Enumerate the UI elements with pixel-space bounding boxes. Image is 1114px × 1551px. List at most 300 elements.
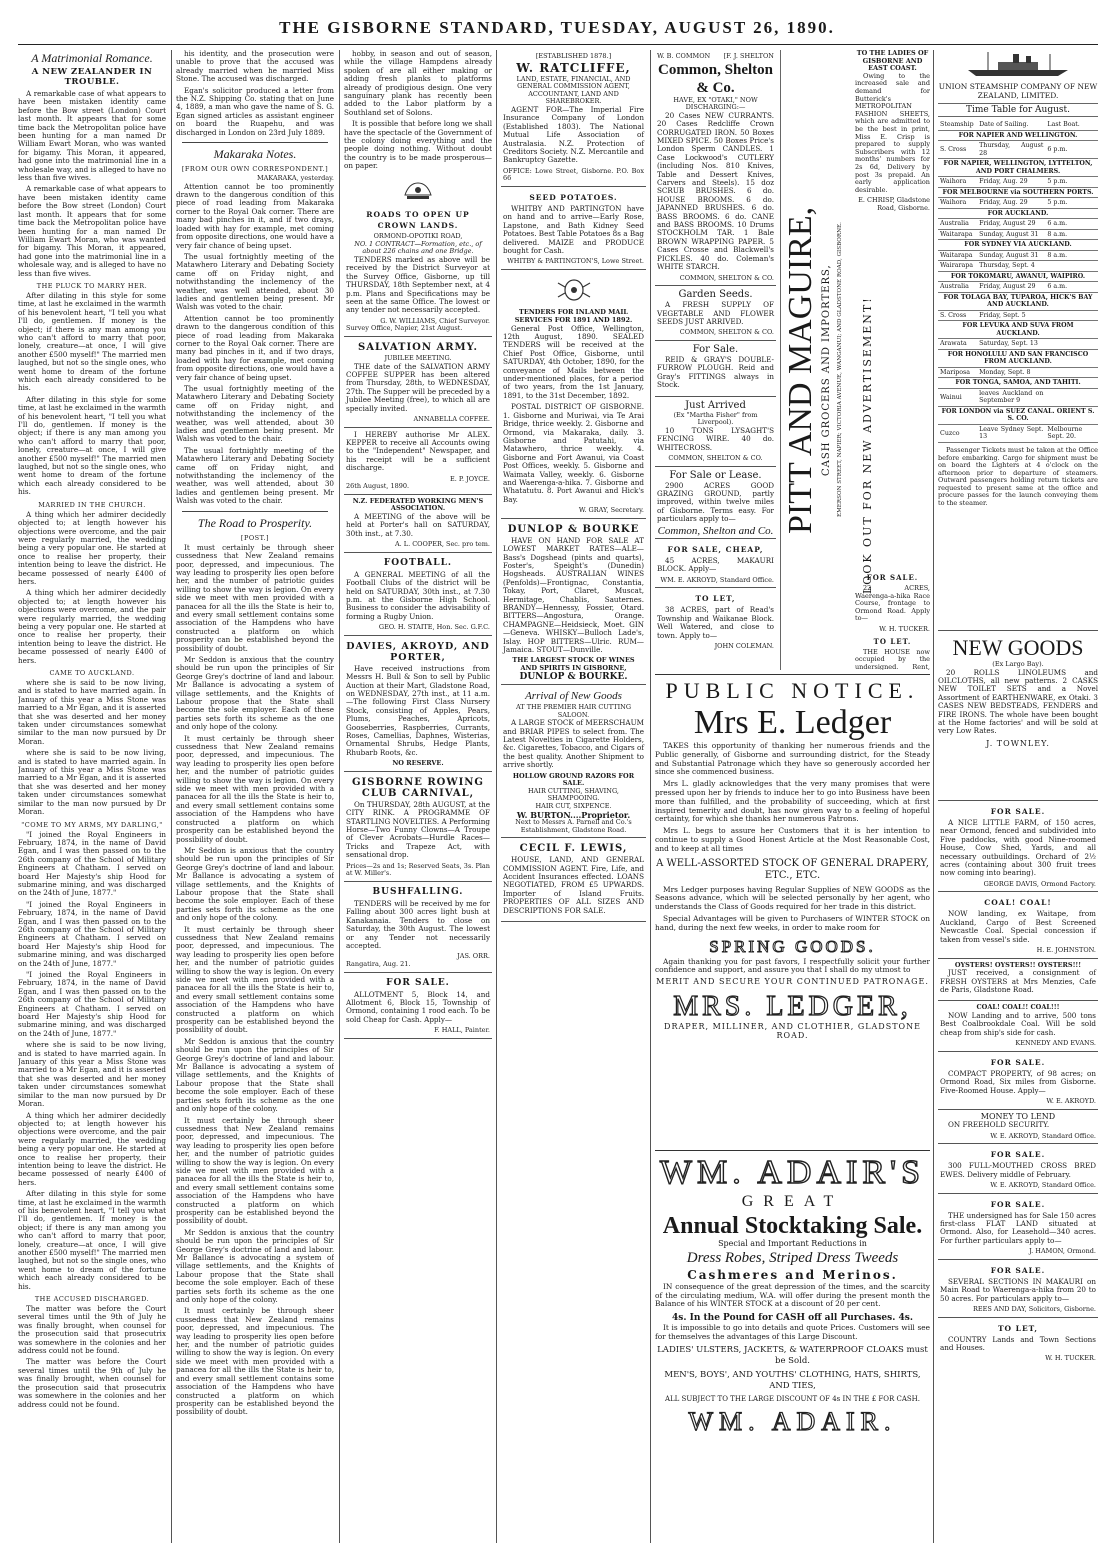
ad-heading: N.Z. FEDERATED WORKING MEN'S ASSOCIATION.	[352, 496, 484, 513]
paragraph: Mr Seddon is anxious that the country should be run upon the principles of Sir George Grey's doctrine of land and labour. Mr Ballance is advocating a system of village settlements, and the Knights of Labour propose that the State shall become the sole employer. Each of these parties sets forth its scheme as the one and only hope of the colony.	[176, 1227, 334, 1305]
timetable-cell: 6 a.m.	[1045, 219, 1098, 230]
ad-date: 26th August, 1890.	[346, 482, 410, 491]
ad-body: TENDERS marked as above will be received by the District Surveyor at the Survey Office, Gisborne, up till THURSDAY, 18th September next, at 4 p.m. Plans and Specifications may be seen at the same Office. The lowest or any tender not necessarily accepted.	[346, 254, 490, 315]
ad-firm-names	[657, 53, 774, 61]
ad-body: COMPACT PROPERTY, of 98 acres; on Ormond Road, Six miles from Gisborne. Five-Roomed House. Apply—	[940, 1068, 1096, 1095]
ad-signature: ANNABELLA COFFEE.	[413, 414, 490, 423]
ad-heading: FOR SALE.	[990, 1150, 1046, 1160]
timetable-cell: Sunday, August 31	[977, 229, 1045, 240]
spring-goods: SPRING GOODS.	[709, 936, 876, 956]
ledger-notice	[655, 678, 930, 1146]
adair-sale-ad	[655, 1154, 930, 1544]
timetable-cell	[1045, 310, 1098, 321]
ad-signature: COMMON, SHELTON & CO.	[679, 273, 774, 282]
ad-address: OFFICE: Lowe Street, Gisborne. P.O. Box 66	[503, 166, 644, 183]
paragraph: The usual fortnightly meeting of the Matawhero Literary and Debating Society came off on Friday night, and notwithstanding the inclemency of the weather, was well attended, about 30 ladies and gentlemen being present. Mr Walsh was voted to the chair.	[176, 445, 334, 506]
timetable-cell: 8 a.m.	[1045, 229, 1098, 240]
masthead-rule	[18, 44, 1098, 45]
timetable-destination-row	[938, 130, 1098, 141]
paragraph: Attention cannot be too prominently drawn to the dangerous condition of this piece of road leading from Makaraka corner to the Royal Oak corner. There are many bad pinches in it, and if two drays, loaded with hay for example, met coming from opposite directions, one would have a very fair chance of being upset.	[176, 313, 334, 382]
ad-body: REID & GRAY'S DOUBLE-FURROW PLOUGH. Reid and Gray's FITTINGS always in Stock.	[657, 354, 774, 390]
ad-heading: ROADS TO OPEN UP CROWN LANDS.	[366, 210, 470, 231]
paragraph: The usual fortnightly meeting of the Matawhero Literary and Debating Society came off on Friday night, and notwithstanding the inclemency of the weather, was well attended, about 30 ladies and gentlemen being present. Mr Walsh was voted to the chair.	[176, 251, 334, 312]
ad-sale-cheap	[655, 539, 776, 588]
pitt-maguire-title: PITT AND MAGUIRE,	[782, 206, 819, 534]
ad-signature: E. CHRISP, Gladstone Road, Gisborne.	[858, 196, 930, 212]
timetable-destination: FOR MELBOURNE via SOUTHERN PORTS.	[938, 187, 1098, 198]
timetable-cell: Friday, August 29	[977, 219, 1045, 230]
ad-dunlop-bourke	[501, 519, 646, 685]
ad-lines: HAIR CUTTING, SHAVING, SHAMPOOING.	[528, 786, 619, 803]
ad-signature: J. TOWNLEY.	[986, 738, 1050, 748]
timetable-cell: leaves Auckland on September 9	[979, 389, 1044, 405]
ad-to-let	[655, 588, 776, 653]
ad-body: THE undersigned has for Sale 150 acres first-class FLAT LAND situated at Ormond. Also, for Leasehold—340 acres. For further particulars apply to—	[940, 1210, 1096, 1245]
timetable-destination-row	[938, 208, 1098, 219]
ad-signature: JAS. ORR.	[457, 952, 490, 961]
timetable-destination: FOR SYDNEY VIA AUCKLAND.	[938, 240, 1098, 251]
ad-money-to-lend	[938, 1110, 1098, 1144]
ad-body: TENDERS will be received by me for Falling about 300 acres light bush at Kanakanaia. Tenders to close on Saturday, the 30th August. The lowest or any Tender not necessarily accepted.	[346, 898, 490, 950]
adair-ladies: LADIES' ULSTERS, JACKETS, & WATERPROOF CLOAKS must be Sold.	[657, 1344, 928, 1366]
column-5	[655, 50, 776, 715]
ad-body: HAVE ON HAND FOR SALE AT LOWEST MARKET RATES—ALE—Bass's Dogshead (pints and quarts), Foster's, Speight's (Dunedin) Hogsheads. AUSTRALIAN WINES (Penfolds)—Frontignac, Constantia, Tokay, Port, Claret, Muscat, Hermitage, Chablis, Sauternes. BRANDY—Hennessy, Fossier, Otard. BITTERS—Angostura, Orange. CHAMPAGNE—Heidsieck, Moet. GIN—Geneva. WHISKY—Bulloch Lade's, Islay. HOP BITTERS—Ulric. RUM—Jamaica. STOUT—Dunville.	[503, 535, 644, 655]
timetable-cell: Friday, August 29	[977, 282, 1045, 293]
timetable-destination-row	[938, 321, 1098, 339]
paragraph: where she is said to be now living, and is stated to have married again. In January of this year a Miss Stone was married to a Mr Egan, and it is asserted that she was deserted and her money taken under circumstances somewhat similar to the man now pursued by Dr Moran.	[18, 678, 166, 746]
timetable-cell: Thursday, August 28	[979, 142, 1044, 157]
ad-signature: W. H. TUCKER.	[1045, 1354, 1096, 1363]
ad-address: Next to Messrs A. Parnell and Co.'s Establishment, Gladstone Road.	[515, 818, 632, 834]
ad-heading: TO LET,	[997, 1323, 1039, 1333]
adair-title: Annual Stocktaking Sale.	[662, 1213, 923, 1239]
paragraph: A remarkable case of what appears to have been mistaken identity came before the Bow street (London) Court last month. It appears that for some time back the Metropolitan police have been hunting for a man named Dr William Ewart Moran, who was wanted for bigamy. This Moran, it appeared, had gone into the matrimonial line in a wholesale way, and is alleged to have no less than five wives.	[18, 89, 166, 183]
ad-hair-saloon	[501, 685, 646, 838]
column-4	[501, 50, 646, 1540]
timetable-cell: Waitarapa	[938, 250, 977, 261]
paragraph: It must certainly be through sheer cussedness that New Zealand remains poor, depressed, and impecunious. The way leading to prosperity lies open before her, and the number of patriotic guides willing to show the way is legion. On every side we meet with men provided with a panacea for all the ills the State is heir to, and every small settlement contains some association of the Hampdens who have constructed a platform on which prosperity can be established beyond the possibility of doubt.	[176, 1306, 334, 1417]
timetable-note: Passenger Tickets must be taken at the Office before embarking. Cargo for shipment must be on board the Lighters at 4 o'clock on the afternoon prior to departure of steamers. Outward passengers holding return tickets are requested to present same at the office and procure passes for the launch conveying them to the steamer.	[938, 445, 1098, 508]
timetable-cell: Waitarapa	[938, 229, 977, 240]
paragraph: Special Advantages will be given to Purchasers of WINTER STOCK on hand, during the next few weeks, in order to make room for	[655, 913, 930, 932]
ad-ratcliffe	[501, 50, 646, 187]
ad-heading: SEED POTATOES.	[529, 193, 618, 202]
timetable-destination-row	[938, 406, 1098, 424]
timetable-cell: Sunday, August 31	[977, 250, 1045, 261]
ad-common-shelton	[655, 50, 776, 286]
timetable-row	[938, 229, 1098, 240]
ad-established: [ESTABLISHED 1878.]	[535, 52, 612, 60]
timetable-header: Last Boat.	[1045, 120, 1098, 130]
ad-makauri-sections	[938, 1260, 1098, 1318]
timetable-cell: Waihora	[938, 177, 977, 188]
ledger-footer-sub: DRAPER, MILLINER, AND CLOTHIER, GLADSTONE ROAD.	[664, 1021, 921, 1040]
paragraph: Mr Seddon is anxious that the country should be run upon the principles of Sir George Grey's doctrine of land and labour. Mr Ballance is advocating a system of village settlements, and the Knights of Labour propose that the State shall become the sole employer. Each of these parties sets forth its scheme as the one and only hope of the colony.	[176, 654, 334, 732]
timetable-destination: FOR TOLAGA BAY, TUPAROA, HICK'S BAY AND AUCKLAND.	[938, 292, 1098, 310]
ad-body: On THURSDAY, 28th AUGUST, at the CITY RINK. A PROGRAMME OF STARTLING NOVELTIES. A Performing Horse—Two Funny Clowns—A Troupe of Clever Acrobats—Hurdle Races—Tricks and Trapeze Act, with sensational drop.	[346, 799, 490, 860]
ad-body: ALLOTMENT 5, Block 14, and Allotment 6, Block 15, Township of Ormond, containing 1 rood each. To be sold Cheap for Cash. Apply—	[346, 989, 490, 1024]
paragraph: IN consequence of the great depression of the times, and the scarcity of the circulating medium, W.A. will offer during the present month the Balance of his WINTER STOCK at a discount of 20 per cent.	[655, 1281, 930, 1309]
ad-subheading: LAND, ESTATE, FINANCIAL, AND GENERAL COMMISSION AGENT,	[516, 74, 631, 91]
timetable-destination: FOR TONGA, SAMOA, AND TAHITI.	[938, 378, 1098, 389]
paragraph: where she is said to be now living, and is stated to have married again. In January of this year a Miss Stone was married to a Mr Egan, and it is asserted that she was deserted and her money taken under circumstances somewhat similar to the man now pursued by Dr Moran.	[18, 1040, 166, 1109]
ad-date: Survey Office, Napier, 21st August.	[346, 324, 463, 333]
column-6-bottom	[855, 570, 930, 670]
ad-for-sale	[344, 973, 492, 1039]
column-6	[855, 50, 930, 250]
ad-signature: KENNEDY AND EVANS.	[1015, 1039, 1096, 1048]
ad-heading: BUSHFALLING.	[372, 886, 464, 897]
ad-signature: A. L. COOPER, Sec. pro tem.	[394, 540, 490, 549]
ad-body: I HEREBY authorise Mr ALEX. KEPPER to receive all Accounts owing to the "Independent" Newspaper, and his receipt will be a sufficient discharge.	[346, 429, 490, 473]
ad-body: NOW landing, ex Waitape, from Auckland, Cargo of Best Screened Newcastle Coal. Special concession if taken from vessel's side.	[940, 909, 1096, 944]
ad-body: JUST received, a consignment of FRESH OYSTERS at Mrs Menzies, Cafe de Paris, Gladstone Road.	[940, 968, 1096, 995]
ad-subheading: (Ex Largo Bay).	[992, 660, 1044, 668]
ad-signature: WHITBY & PARTINGTON'S, Lowe Street.	[507, 257, 644, 266]
timetable-destination-row	[938, 378, 1098, 389]
dateline: MAKARAKA, yesterday.	[257, 174, 334, 183]
ad-signature: W. H. TUCKER.	[879, 624, 930, 633]
timetable-cell	[1045, 339, 1098, 350]
paragraph: Again thanking you for past favors, I respectfully solicit your further confidence and support, and assure you that I shall do my utmost to	[655, 956, 930, 975]
ad-subheading: HAVE, EX "OTAKI," NOW DISCHARGING:—	[673, 95, 758, 112]
masthead	[0, 0, 1114, 50]
timetable-cell: Wairarapa	[938, 261, 977, 272]
paragraph: his identity, and the prosecution were unable to prove that the accused was already married when he married Miss Stone. The accused was discharged.	[176, 50, 334, 84]
byline: [FROM OUR OWN CORRESPONDENT.]	[181, 165, 329, 174]
paragraph: TAKES this opportunity of thanking her numerous friends and the Public generally, of Gisborne and surrounding district, for the Steady and Substantial Patronage which they have so generously accorded her since she commenced business.	[655, 741, 930, 777]
ad-signature: REES AND DAY, Solicitors, Gisborne.	[972, 1304, 1096, 1313]
byline: [POST.]	[240, 533, 270, 542]
ad-subheading: NO. 1 CONTRACT—Formation, etc., of about 226 chains and one Bridge.	[354, 239, 482, 256]
ad-body: General Post Office, Wellington, 12th August, 1890. SEALED TENDERS will be received at the Chief Post Office, Gisborne, until SATURDAY, 4th October, 1890, for the conveyance of Mails between the under-mentioned places, for a period of two years, from the 1st January, 1891, to the 31st December, 1892.	[503, 323, 644, 400]
section-heading: "COME TO MY ARMS, MY DARLING,"	[21, 820, 163, 829]
paragraph: hobby, in season and out of season, while the village Hampdens already spoken of are all either making or adding fresh planks to platforms already of prodigious design. One very sanguinary plank has recently been added to the Labor platform by a Southland set of Solons.	[344, 50, 492, 117]
notice-name: Mrs E. Ledger	[693, 704, 892, 741]
paragraph: where she is said to be now living, and is stated to have married again. In January of this year a Miss Stone was married to a Mr Egan, and it is asserted that she was deserted and her money taken under circumstances somewhat similar to the man now pursued by Dr Moran.	[18, 748, 166, 817]
ad-heading: FOR SALE.	[866, 573, 919, 582]
ad-heading: For Sale or Lease.	[669, 469, 762, 481]
adair-men: MEN'S, BOYS', AND YOUTHS' CLOTHING, HATS, SHIRTS, AND TIES,	[664, 1369, 921, 1391]
timetable-destination-row	[938, 292, 1098, 310]
ad-flat-land	[938, 1194, 1098, 1260]
ad-body: NOW Landing and to arrive, 500 tons Best Coalbrookdale Coal. Will be sold cheap from ship's side for cash.	[940, 1011, 1096, 1037]
ad-ewes	[938, 1144, 1098, 1193]
timetable-row	[938, 261, 1098, 272]
ad-roads	[344, 174, 492, 337]
timetable-cell: Waihora	[938, 198, 977, 209]
notice-highlight: A WELL-ASSORTED STOCK OF GENERAL DRAPERY, ETC., ETC.	[656, 857, 929, 881]
timetable-cell: Melbourne Sept. 20.	[1045, 424, 1098, 442]
ad-tail: THE LARGEST STOCK OF WINES AND SPIRITS IN GISBORNE,	[512, 656, 635, 673]
timetable-cell: 6 a.m.	[1045, 282, 1098, 293]
ad-compact-property	[938, 1052, 1098, 1110]
ad-body: 2900 ACRES GOOD GRAZING GROUND, partly improved, within twelve miles of Gisborne. Terms easy. For particulars apply to—	[657, 480, 774, 524]
ad-heading: FOR SALE.	[990, 807, 1046, 816]
ad-heading: W. RATCLIFFE,	[516, 60, 631, 75]
timetable-row	[938, 388, 1098, 406]
paragraph: After dilating in this style for some time, at last he exclaimed in the warmth of his benevolent heart, "I tell you what I'll do, gentlemen. If money is the object; if there is any man among you who can't afford to marry that poor, lonely, creature—at once, I will give another £500 myself!" The married men laughed, but not so the single ones, who went home to dream of the fortune which each already considered to be his.	[18, 1189, 166, 1291]
ad-heading: TENDERS FOR INLAND MAIL SERVICES FOR 1891 AND 1892.	[514, 308, 633, 325]
paragraph: It must certainly be through sheer cussedness that New Zealand remains poor, depressed, and impecunious. The way leading to prosperity lies open before her, and the number of patriotic guides willing to show the way is legion. On every side we meet with men provided with a panacea for all the ills the State is heir to, and every small settlement contains some association of the Hampdens who have constructed a platform on which prosperity can be established beyond the possibility of doubt.	[176, 924, 334, 1035]
ad-signature: F. HALL, Painter.	[434, 1026, 490, 1035]
adair-heading: WM. ADAIR'S	[659, 1154, 926, 1191]
ad-heading: DUNLOP & BOURKE	[507, 523, 640, 535]
ad-heading: TO LET.	[873, 636, 912, 646]
paragraph: Attention cannot be too prominently drawn to the dangerous condition of this piece of road leading from Makaraka corner to the Royal Oak corner. There are many bad pinches in it, and if two drays, loaded with hay for example, met coming from opposite directions, one would have a very fair chance of being upset.	[176, 181, 334, 250]
timetable-destination-row	[938, 349, 1098, 367]
ad-heading: CECIL F. LEWIS,	[519, 843, 628, 855]
paragraph: A thing which her admirer decidedly objected to; at length however his objections were overcome, and the pair were regularly married, the wedding being a very popular one. He started at once to realise her property, their intention being to leave the district. He became possessed of nearly £400 of hers.	[18, 588, 166, 665]
timetable-cell: Wainui	[938, 388, 977, 406]
ad-body: 22 ACRES, Waerenga-a-hika Race Course, frontage to Ormond Road. Apply to—	[855, 584, 930, 623]
ad-coal	[938, 892, 1098, 958]
column-rule	[496, 50, 497, 1543]
timetable-destination-row	[938, 187, 1098, 198]
ad-body: A FRESH SUPPLY OF VEGETABLE AND FLOWER SEEDS JUST ARRIVED.	[657, 300, 774, 326]
paragraph: "I joined the Royal Engineers in February, 1874, in the name of David Egan, and I was then passed on to the 26th company of the School of Military Engineers at Chatham. I served on board Her Majesty's ship Hood for submarine mining, and was discharged on the 24th of June, 1877."	[18, 829, 166, 898]
divider	[655, 674, 930, 675]
paragraph: Mrs L. begs to assure her Customers that it is her intention to continue to supply a Good Honest Article at the Most Reasonable Cost, and to keep at all times	[655, 826, 930, 853]
ad-heading: Common, Shelton & Co.	[657, 61, 773, 96]
timetable-header: Date of Sailing.	[977, 120, 1045, 130]
ad-signature: W. E. AKROYD, Standard Office.	[990, 1180, 1096, 1189]
ad-body: Have received instructions from Messrs H. Bull & Son to sell by Public Auction at their Mart, Gladstone Road, on WEDNESDAY, 27th inst., at 11 a.m.—The following First Class Nursery Stock, consisting of Apples, Pears, Plums, Peaches, Apricots, Gooseberries, Raspberries, Currants, Roses, Camellias, Daphnes, Wisterias, Ornamental Shrubs, Hedge Plants, Rhubarb Roots, &c.	[346, 663, 490, 757]
timetable-cell: 6 p.m.	[1045, 141, 1098, 159]
ad-heading: GISBORNE ROWING CLUB CARNIVAL,	[352, 776, 484, 799]
ad-subheading: ACCOUNTANT, LAND AND SHAREBROKER.	[528, 89, 619, 106]
timetable-cell: Friday, Sept. 5	[977, 310, 1045, 321]
ad-salvation-army	[344, 337, 492, 428]
ad-heading: FOR SALE.	[990, 1199, 1046, 1209]
paragraph: It is possible that before long we shall have the spectacle of the Government of the colony doing everything and the people doing nothing. Without doubt the country is to be made prosperous—on paper.	[344, 119, 492, 171]
ad-body: SEVERAL SECTIONS IN MAKAURI on Main Road to Waerenga-a-hika from 20 to 50 acres. For particulars apply to—	[940, 1276, 1096, 1303]
ad-signature: WM. E. AKROYD, Standard Office.	[660, 575, 774, 584]
ad-working-men	[344, 495, 492, 553]
ad-prices: Prices—2s and 1s; Reserved Seats, 3s. Plan at W. Miller's.	[346, 861, 490, 878]
timetable-row	[938, 198, 1098, 209]
ad-subheading: JUBILEE MEETING.	[384, 353, 452, 362]
ad-date: Rangatira, Aug. 21.	[346, 959, 411, 968]
paragraph: It must certainly be through sheer cussedness that New Zealand remains poor, depressed, and impecunious. The way leading to prosperity lies open before her, and the number of patriotic guides willing to show the way is legion. On every side we meet with men provided with a panacea for all the ills the State is heir to, and every small settlement contains some association of the Hampdens who have constructed a platform on which prosperity can be established beyond the possibility of doubt.	[176, 733, 334, 844]
ad-body: THE date of the SALVATION ARMY COFFEE SUPPER has been altered from Thursday, 28th, to WEDNESDAY, 27th. The Supper will be preceded by a Jubilee Meeting (free), to which all are specially invited.	[346, 361, 490, 413]
timetable-cell: Thursday, Sept. 4	[977, 261, 1045, 272]
timetable-row	[938, 250, 1098, 261]
ad-sale-or-lease	[655, 467, 776, 539]
paragraph: Mrs Ledger purposes having Regular Supplies of NEW GOODS as the Seasons advance, which will be selected personally by her agent, who understands the Class of Goods required for her trade in this district.	[655, 884, 930, 912]
timetable-destination-row	[938, 159, 1098, 177]
crest-icon	[346, 181, 490, 205]
timetable-destination: FOR LONDON via SUEZ CANAL. ORIENT S. S. CO.	[938, 406, 1098, 424]
article-title: A Matrimonial Romance.	[31, 51, 153, 65]
timetable-cell: Mariposa	[938, 367, 977, 378]
ad-heading: COAL! COAL!! COAL!!!	[976, 1003, 1060, 1012]
paragraph: A thing which her admirer decidedly objected to; at length however his objections were overcome, and the pair were regularly married, the wedding being a very popular one. He started at once to realise her property, their intention being to leave the district. He became possessed of nearly £400 of hers.	[18, 1110, 166, 1187]
paragraph: A remarkable case of what appears to have been mistaken identity came before the Bow street (London) Court last month. It appears that for some time back the Metropolitan police have been hunting for a man named Dr William Ewart Moran, who was wanted for bigamy. This Moran, it appeared, had gone into the matrimonial line in a wholesale way, and is alleged to have no less than five wives.	[18, 184, 166, 278]
ad-subheading: AT THE PREMIER HAIR CUTTING SALOON.	[515, 703, 632, 719]
ad-heading: FOR SALE.	[386, 977, 450, 988]
ad-subheading: (Ex "Martha Fisher" from Liverpool).	[673, 410, 758, 427]
ad-heading: FOR SALE.	[990, 1265, 1046, 1275]
adair-subheading: Special and Important Reductions in	[718, 1239, 867, 1248]
ad-signature: W. E. AKROYD.	[1046, 1097, 1096, 1106]
ad-heading: NEW GOODS	[952, 635, 1084, 660]
ad-signature: G. W. WILLIAMS, Chief Surveyor.	[380, 316, 490, 325]
column-1	[18, 50, 166, 1540]
ad-heading: DAVIES, AKROYD, AND PORTER,	[346, 640, 490, 663]
divider	[182, 142, 328, 143]
ad-heading: Just Arrived	[685, 399, 746, 411]
timetable-row	[938, 367, 1098, 378]
ad-lines: HAIR CUT, SIXPENCE.	[535, 802, 612, 811]
timetable-cell: 5 p.m.	[1045, 198, 1098, 209]
ad-heading: For Sale.	[692, 343, 739, 355]
new-goods-ad	[938, 630, 1098, 796]
section-heading: THE ACCUSED DISCHARGED.	[34, 1295, 150, 1304]
ad-heading: FOR SALE.	[990, 1057, 1046, 1067]
ad-farm-sale	[938, 801, 1098, 892]
ad-heading: MONEY TO LEND	[980, 1111, 1056, 1121]
timetable-row	[938, 141, 1098, 159]
ad-signature: H. E. JOHNSTON.	[1036, 946, 1096, 955]
ad-body: AGENT FOR—The Imperial Fire Insurance Company of London (Established 1803). The National Mutual Life Association of Australasia. N.Z. Protection of Creditors Society. N.Z. Mercantile and Bankruptcy Gazette.	[503, 104, 644, 165]
timetable-cell: 8 a.m.	[1045, 250, 1098, 261]
timetable-cell: 5 p.m.	[1045, 177, 1098, 188]
timetable-destination: FOR NAPIER AND WELLINGTON.	[938, 130, 1098, 141]
ad-signature: W. GRAY, Secretary.	[578, 506, 644, 515]
ad-garden-seeds	[655, 286, 776, 341]
paragraph: Mrs L. gladly acknowledges that the very many promises that were pressed upon her by friends to induce her to go into Business have been more than fulfilled, and the probability of succeeding, which at first inspired temerity and doubt, has now given way to a feeling of hopeful certainty, for which she thanks her numerous Patrons.	[655, 779, 930, 824]
paragraph: Mr Seddon is anxious that the country should be run upon the principles of Sir George Grey's doctrine of land and labour. Mr Ballance is advocating a system of village settlements, and the Knights of Labour propose that the State shall become the sole employer. Each of these parties sets forth its scheme as the one and only hope of the colony.	[176, 845, 334, 923]
ad-signature: W. E. AKROYD, Standard Office.	[990, 1131, 1096, 1140]
ad-tail: NO RESERVE.	[392, 759, 444, 768]
divider	[182, 511, 328, 512]
timetable-destination: FOR HONOLULU AND SAN FRANCISCO FROM AUCKLAND.	[938, 349, 1098, 367]
adair-all: ALL SUBJECT TO THE LARGE DISCOUNT OF 4s IN THE £ FOR CASH.	[664, 1394, 921, 1403]
timetable-cell: S. Cross	[938, 141, 977, 159]
ad-signature: GEORGE DAVIS, Ormond Factory.	[983, 879, 1096, 888]
ad-heading: TO LET,	[695, 594, 736, 604]
timetable-header-row	[938, 120, 1098, 130]
ad-signature: E. P. JOYCE.	[450, 474, 490, 483]
ad-heading: SALVATION ARMY.	[358, 341, 478, 353]
ad-cecil-lewis	[501, 838, 646, 922]
timetable-cell: Monday, Sept. 8	[977, 367, 1045, 378]
ad-heading: FOOTBALL.	[383, 557, 453, 568]
ad-body: 45 ACRES, MAKAURI BLOCK. Apply—	[657, 555, 774, 574]
section-heading: MARRIED IN THE CHURCH.	[38, 500, 146, 509]
ad-signature: Common, Shelton and Co.	[657, 524, 774, 537]
ad-tail: HOLLOW GROUND RAZORS FOR SALE.	[512, 771, 635, 788]
timetable-destination-row	[938, 240, 1098, 251]
crest-icon	[503, 277, 644, 305]
adair-goods-2: Cashmeres and Merinos.	[687, 1267, 898, 1282]
timetable-cell: Friday, Aug. 29	[977, 177, 1045, 188]
column-rule	[339, 50, 340, 1543]
ad-body: A LARGE STOCK of MEERSCHAUM and BRIAR PIPES to select from. The Latest Novelties in Cigarette Holders, &c. Cigarettes, Tobacco, and Cigars of the best quality. Another Shipment to arrive shortly.	[503, 718, 644, 770]
firm-left: W. B. COMMON	[657, 52, 711, 60]
ad-heading: TO THE LADIES OF GISBORNE AND EAST COAST.	[856, 50, 929, 73]
ad-signature: DUNLOP & BOURKE.	[519, 671, 628, 682]
adair-goods: Dress Robes, Striped Dress Tweeds	[686, 1249, 899, 1266]
paragraph: It must certainly be through sheer cussedness that New Zealand remains poor, depressed, and impecunious. The way leading to prosperity lies open before her, and the number of patriotic guides willing to show the way is legion. On every side we meet with men provided with a panacea for all the ills the State is heir to, and every small settlement contains some association of the Hampdens who have constructed a platform on which prosperity can be established beyond the possibility of doubt.	[176, 542, 334, 653]
company-name: UNION STEAMSHIP COMPANY OF NEW ZEALAND, LIMITED.	[938, 82, 1098, 101]
adair-signature: WM. ADAIR.	[688, 1406, 897, 1436]
timetable-cell	[1045, 261, 1098, 272]
paragraph: The matter was before the Court several times until the 9th of July he was finally brought, when counsel for the prosecution said that prosecutrix was somewhere in the colonies and her address could not be found.	[18, 1304, 166, 1356]
ad-heading: COAL! COAL!	[984, 898, 1052, 908]
ad-plough	[655, 341, 776, 397]
paragraph: The matter was before the Court several times until the 9th of July he was finally brought, when counsel for the prosecution said that prosecutrix was somewhere in the colonies and her address could not be found.	[18, 1357, 166, 1409]
timetable-row	[938, 219, 1098, 230]
ad-signature: COMMON, SHELTON & CO.	[679, 328, 774, 337]
ad-signature: COMMON, SHELTON & CO.	[668, 453, 763, 462]
column-rule	[650, 50, 651, 1543]
paragraph: "I joined the Royal Engineers in February, 1874, in the name of David Egan, and I was then passed on to the 26th company of the School of Military Engineers at Chatham. I served on board Her Majesty's ship Hood for submarine mining, and was discharged on the 24th of June, 1877."	[18, 970, 166, 1038]
ad-body: A MEETING of the above will be held at Porter's hall on SATURDAY, 30th inst., at 7.30.	[346, 511, 490, 538]
timetable-cell: Leave Sydney Sept. 13	[979, 425, 1044, 441]
timetable-destination: FOR LEVUKA AND SUVA FROM AUCKLAND.	[938, 321, 1098, 339]
article-title: Makaraka Notes.	[213, 147, 297, 162]
union-steamship-ad	[938, 50, 1098, 630]
paragraph: Egan's solicitor produced a letter from the N.Z. Shipping Co. stating that on June 4, 1889, a man who gave the name of S. G. Egan signed articles as assistant engineer on board the Ruapehu, and was discharged in London on 23rd July 1889.	[176, 85, 334, 137]
ad-body: A GENERAL MEETING of all the Football Clubs of the district will be held on SATURDAY, 30th inst., at 7.30 p.m. at the Gisborne High School. Business to consider the advisability of forming a Rugby Union.	[346, 569, 490, 621]
paragraph: After dilating in this style for some time, at last he exclaimed in the warmth of his benevolent heart, "I tell you what I'll do, gentlemen. If money is the object; if there is any man among you who can't afford to marry that poor, lonely, creature—at once, I will give another £500 myself!" The married men laughed, but not so the single ones, who went home to dream of the fortune which each already considered to be his.	[18, 394, 166, 497]
timetable-title: Time Table for August.	[938, 103, 1098, 117]
column-rule	[171, 50, 172, 1543]
ad-oysters	[938, 959, 1098, 1002]
paragraph: It is impossible to go into details and quote Prices. Customers will see for themselves the advantages of this Large Discount.	[655, 1323, 930, 1341]
ad-just-arrived	[655, 397, 776, 467]
timetable-cell: Saturday, Sept. 13	[977, 339, 1045, 350]
ad-heading: FOR SALE, CHEAP,	[667, 544, 764, 554]
notice-highlight: MERIT AND SECURE YOUR CONTINUED PATRONAGE.	[656, 977, 929, 987]
pitt-maguire-address: EMERSON STREET, NAPIER; VICTORIA AVENUE, WANGANUI; AND GLADSTONE ROAD, GISBORNE.	[837, 222, 843, 518]
timetable-cell: Australia	[938, 282, 977, 293]
paragraph: "I joined the Royal Engineers in February, 1874, in the name of David Egan, and I was then passed on to the 26th company of the School of Military Engineers at Chatham. I served on board Her Majesty's ship Hood for submarine mining, and was discharged on the 24th of June, 1877."	[18, 899, 166, 968]
ad-auction	[344, 636, 492, 772]
pitt-maguire-banner	[780, 50, 851, 670]
timetable-cell: Cuzco	[938, 424, 977, 442]
ad-heading: Garden Seeds.	[678, 289, 753, 301]
ad-heading: Arrival of New Goods	[525, 690, 622, 703]
article-subtitle: A NEW ZEALANDER IN TROUBLE.	[31, 67, 153, 87]
timetable-cell: Arawata	[938, 339, 977, 350]
ad-coal-2	[938, 1001, 1098, 1051]
adair-discount: 4s. In the Pound for CASH off all Purchases. 4s.	[672, 1313, 913, 1324]
column-3	[344, 50, 492, 1540]
ad-body: COUNTRY Lands and Town Sections and Houses.	[940, 1334, 1096, 1352]
section-heading: CAME TO AUCKLAND.	[49, 669, 135, 677]
ad-bushfalling	[344, 882, 492, 973]
timetable-row	[938, 339, 1098, 350]
ad-mail-tenders	[501, 270, 646, 519]
timetable-row	[938, 424, 1098, 442]
ad-body: WHITBY AND PARTINGTON have on hand and to arrive—Early Rose, Lapstone, and Bath Kidney Seed Potatoes. Best Table Potatoes 8s a Bag delivered. MAIZE and PRODUCE bought for Cash.	[503, 204, 644, 256]
article-title: The Road to Prosperity.	[197, 515, 313, 530]
timetable-destination: FOR NAPIER, WELLINGTON, LYTTELTON, AND PORT CHALMERS.	[938, 159, 1098, 177]
adair-great: GREAT	[741, 1193, 844, 1210]
masthead-title: THE GISBORNE STANDARD, TUESDAY, AUGUST 26, 1890.	[279, 18, 835, 37]
steamship-icon	[938, 52, 1098, 80]
ad-body: Owing to the increased sale and demand for Butterick's METROPOLITAN FASHION SHEETS, which are admitted to be the best in print, Miss E. Crisp is prepared to supply Subscribers with 12 months' numbers for 2s 6d, Delivery by post 3s prepaid. An early application desirable.	[855, 71, 930, 194]
firm-right: [F. J. SHELTON	[723, 52, 774, 60]
timetable-destination: FOR TOKOMARU, AWANUI, WAIPIRO.	[938, 271, 1098, 282]
ledger-footer-name: MRS. LEDGER,	[673, 990, 912, 1022]
column-2	[176, 50, 334, 1540]
paragraph: A thing which her admirer decidedly objected to; at length however his objections were overcome, and the pair were regularly married, the wedding being a very popular one. He started at once to realise her property, their intention being to leave the district. He became possessed of nearly £400 of hers.	[18, 509, 166, 586]
ad-body: 38 ACRES, part of Read's Township and Waikanae Block. Well Watered, and close to town. Apply to—	[657, 605, 774, 640]
